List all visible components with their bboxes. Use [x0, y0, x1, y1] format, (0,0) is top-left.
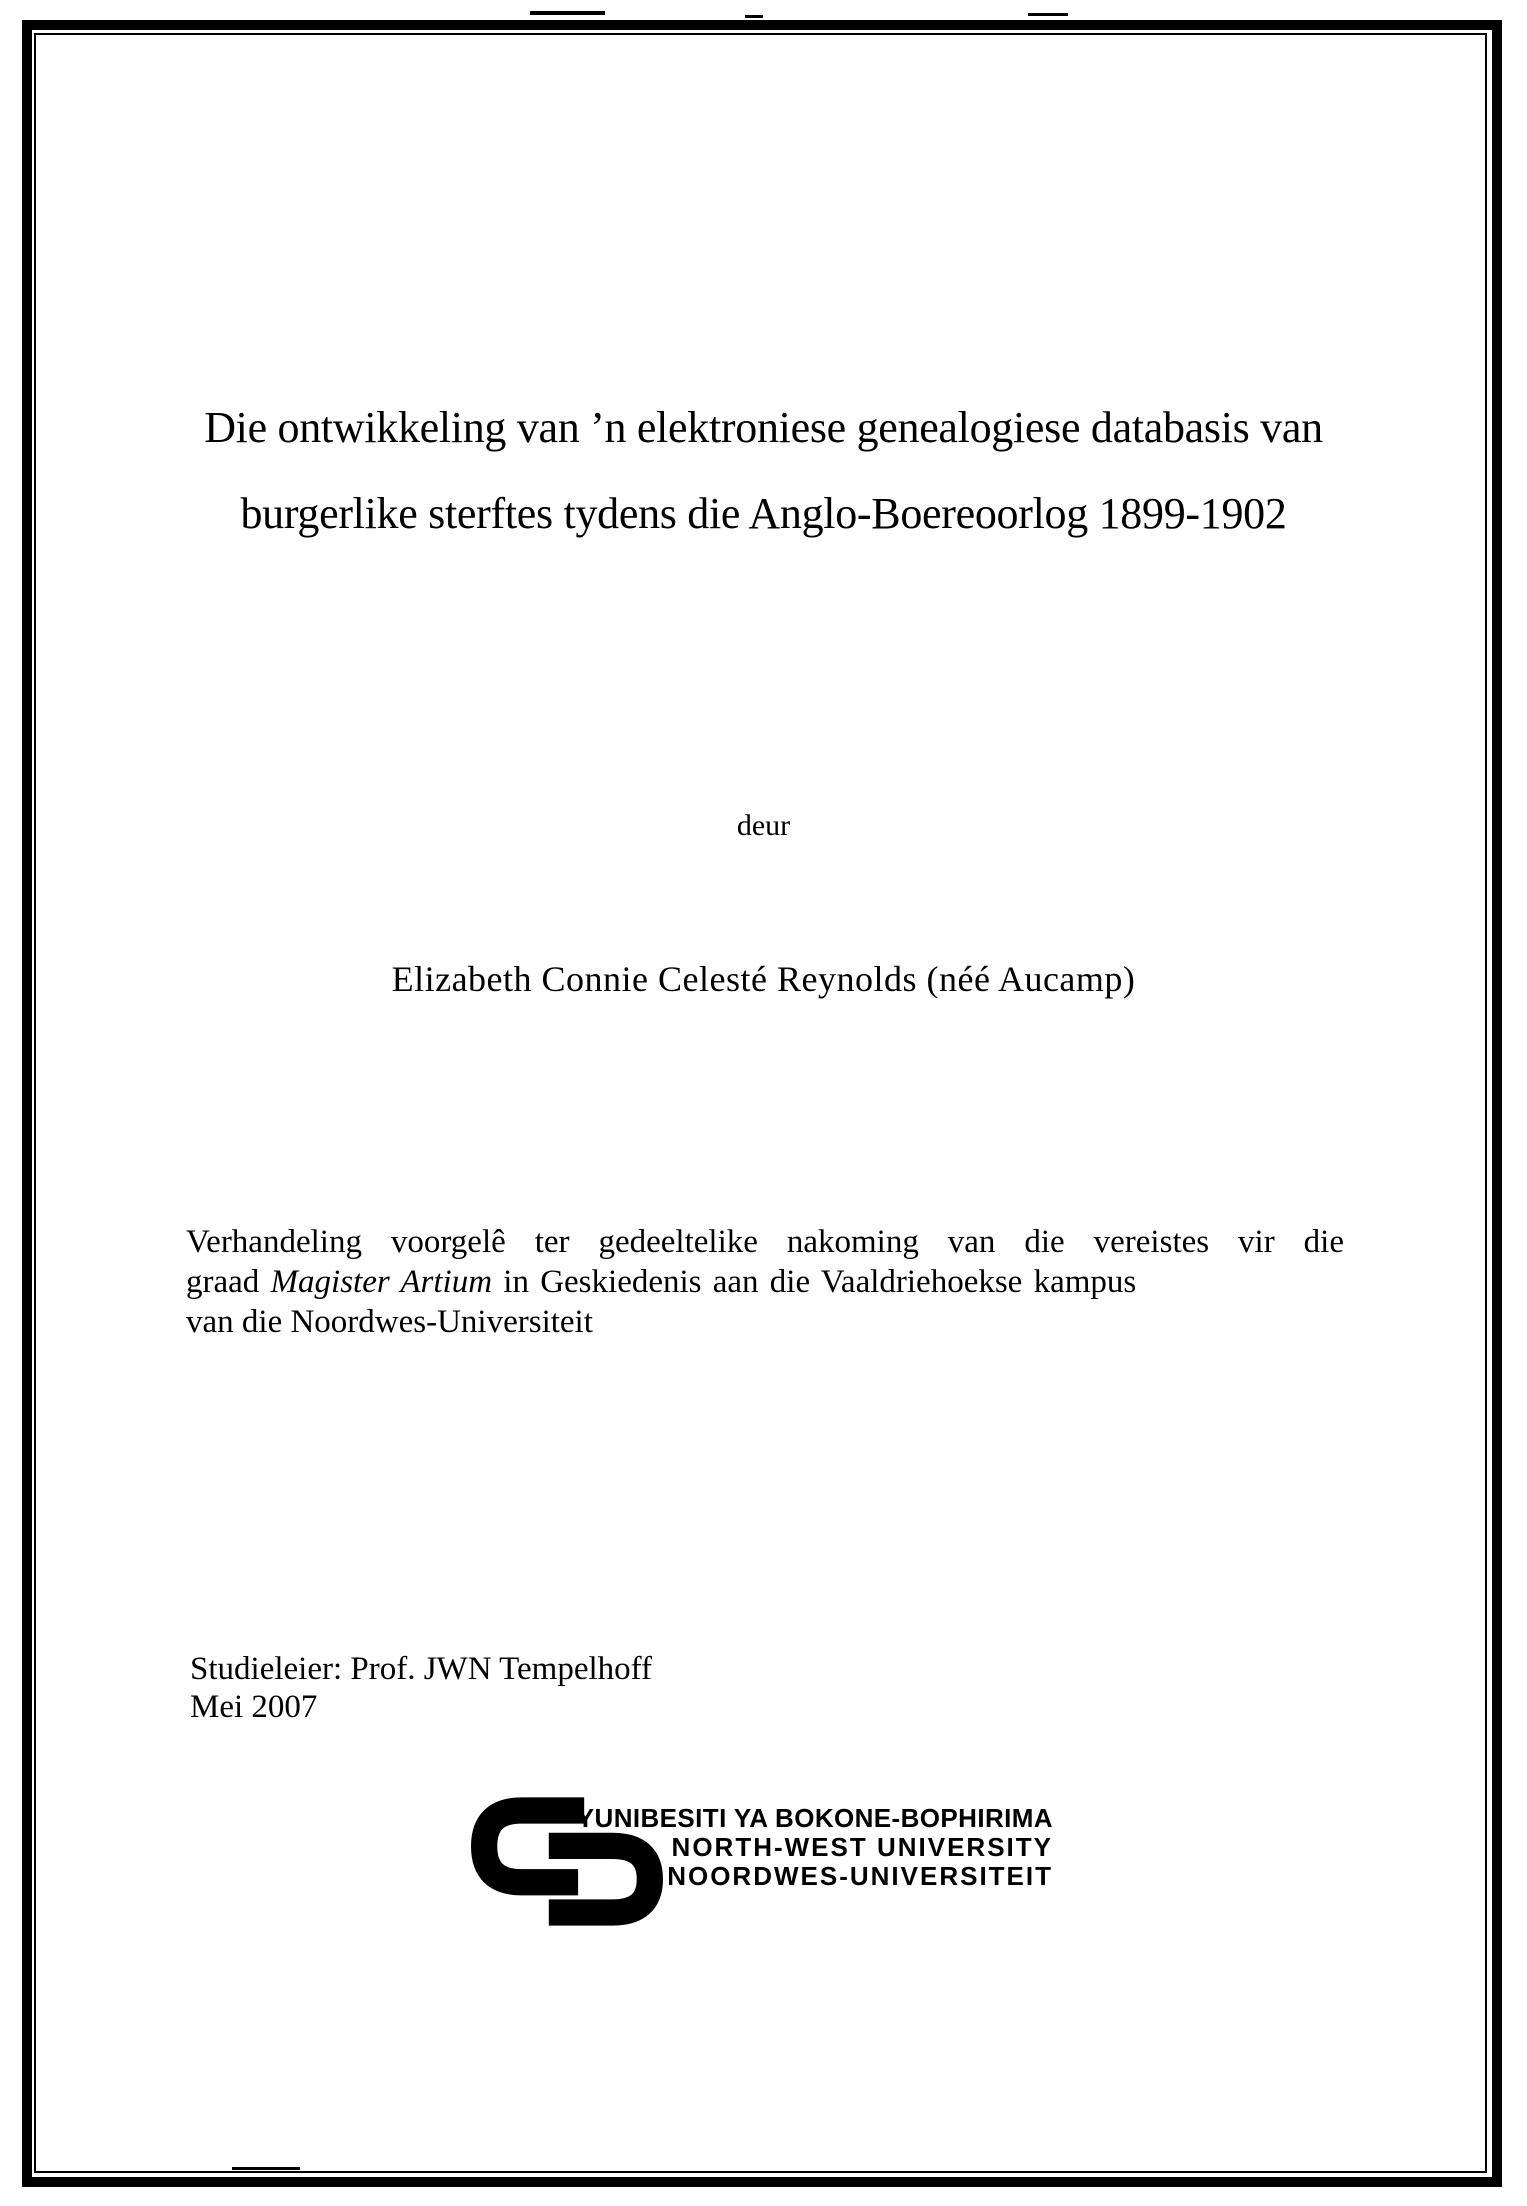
logo-text-line-2: NORTH-WEST UNIVERSITY	[671, 1832, 1053, 1862]
author-name: Elizabeth Connie Celesté Reynolds (néé Aucamp)	[391, 959, 1136, 999]
scan-artifact	[530, 11, 605, 15]
degree-line-2-suffix: in Geskiedenis aan die Vaaldriehoekse kampus	[492, 1264, 1137, 1300]
logo-text-line-3: NOORDWES-UNIVERSITEIT	[667, 1861, 1053, 1891]
scan-artifact	[1253, 2177, 1323, 2181]
supervisor-block	[190, 1650, 652, 1726]
supervisor-line: Studieleier: Prof. JWN Tempelhoff	[190, 1651, 653, 1687]
degree-statement	[186, 1222, 1344, 1342]
degree-line-1: Verhandeling voorgelê ter gedeeltelike nakoming van die vereistes vir die	[186, 1224, 1344, 1260]
scan-artifact	[745, 15, 763, 18]
degree-line-3: van die Noordwes-Universiteit	[186, 1304, 593, 1340]
degree-line-2-prefix: graad	[186, 1264, 271, 1300]
degree-line-2-italic: Magister Artium	[270, 1264, 493, 1300]
thesis-title	[0, 385, 1527, 557]
logo-text-line-1: YUNIBESITI YA BOKONE-BOPHIRIMA	[576, 1803, 1053, 1833]
degree-line-2	[186, 1262, 1344, 1302]
date-line: Mei 2007	[190, 1689, 318, 1725]
university-logo-text	[577, 1804, 1053, 1891]
scan-artifact	[1028, 13, 1068, 16]
title-line-2: burgerlike sterftes tydens die Anglo-Boereoorlog 1899-1902	[240, 489, 1287, 538]
byline-deur: deur	[736, 809, 791, 842]
title-line-1: Die ontwikkeling van ’n elektroniese genealogiese databasis van	[204, 403, 1323, 452]
scan-artifact	[1392, 2177, 1450, 2180]
scan-artifact	[232, 2167, 300, 2170]
